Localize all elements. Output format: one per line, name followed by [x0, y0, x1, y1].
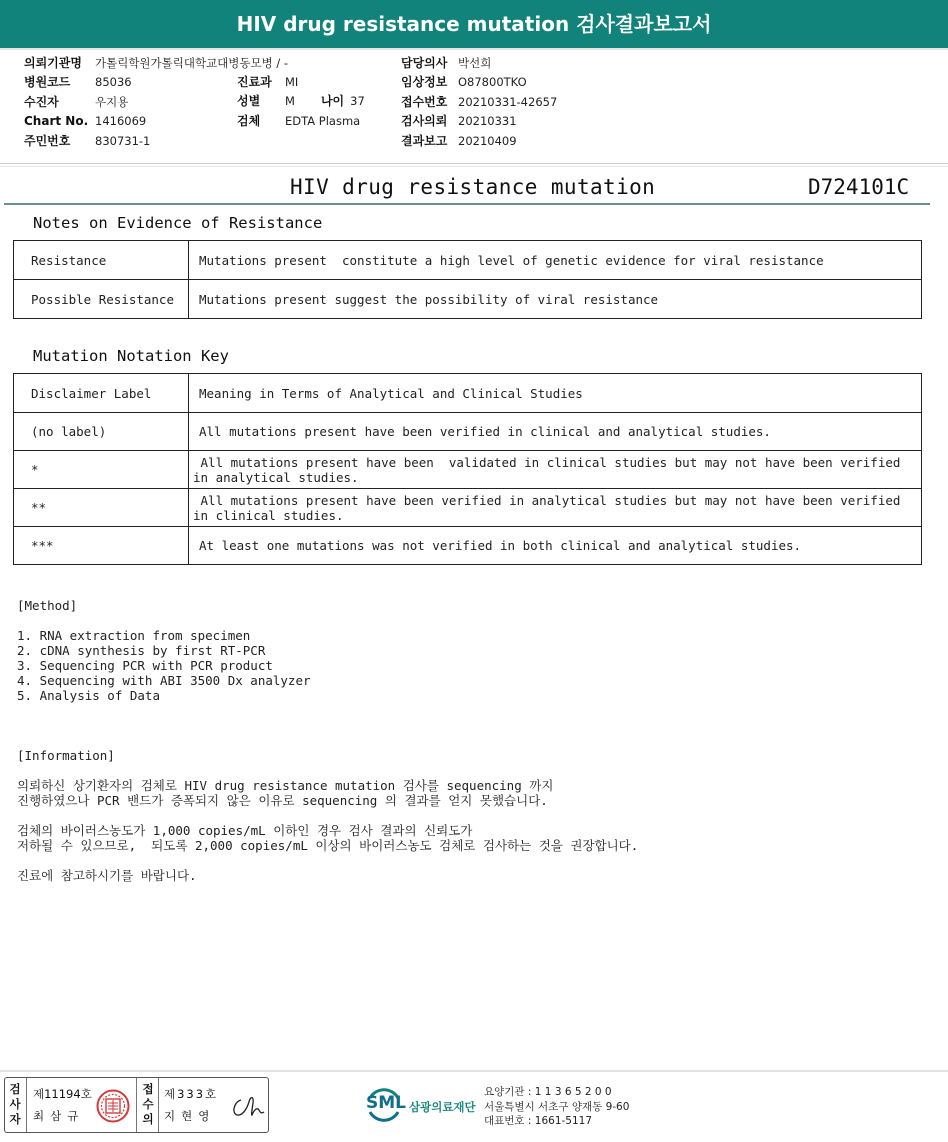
info-value: 830731-1	[95, 133, 151, 148]
info-divider-secondary	[0, 166, 948, 167]
info-label: 검사의뢰	[401, 114, 448, 129]
examiner-license: 제11194호	[33, 1087, 92, 1101]
info-row-accession-no	[401, 93, 557, 112]
info-row-specimen	[237, 112, 365, 131]
table-row	[14, 489, 922, 527]
info-row-sex-age	[237, 92, 365, 111]
sml-logo-text: SML	[366, 1093, 406, 1113]
info-row-clinical-info	[401, 73, 557, 92]
info-value-age: 37	[350, 94, 365, 109]
info-row-physician	[401, 54, 557, 73]
table-cell-value: At least one mutations was not verified in both clinical and analytical studies.	[189, 527, 922, 565]
info-label: Chart No.	[24, 114, 89, 129]
table-row	[14, 451, 922, 489]
information-heading: [Information]	[17, 748, 115, 763]
info-label: 접수번호	[401, 94, 448, 109]
receiver-license: 제333호	[164, 1087, 219, 1101]
info-value: EDTA Plasma	[285, 113, 361, 128]
information-paragraph-2: 검체의 바이러스농도가 1,000 copies/mL 이하인 경우 검사 결과의 신뢰도가 저하될 수 있으므로, 되도록 2,000 copies/mL 이상의 바이러스농도 검체로 검사하는 것을 권장합니다.	[17, 823, 639, 853]
contact-line: 요양기관 : 1 1 3 6 5 2 0 0	[484, 1086, 612, 1098]
patient-info-middle	[237, 73, 365, 131]
table-row	[14, 241, 922, 280]
info-value: 20210409	[458, 133, 517, 148]
report-title: HIV drug resistance mutation	[290, 175, 656, 199]
info-value: 우지용	[95, 94, 129, 109]
table-cell-value: All mutations present have been validated in clinical studies but may not have been verified in analytical studies.	[189, 451, 922, 489]
information-paragraph-1: 의뢰하신 상기환자의 검체로 HIV drug resistance mutation 검사를 sequencing 까지 진행하였으나 PCR 밴드가 증폭되지 않은 이유로 sequencing 의 결과를 얻지 못했습니다.	[17, 778, 554, 808]
table-row	[14, 527, 922, 565]
header-divider	[0, 48, 948, 50]
method-step-4: 4. Sequencing with ABI 3500 Dx analyzer	[17, 673, 311, 688]
table-cell-value: Mutations present suggest the possibility of viral resistance	[189, 280, 922, 319]
footer-divider	[0, 1070, 948, 1072]
table-header-value: Meaning in Terms of Analytical and Clinical Studies	[189, 374, 922, 413]
method-step-2: 2. cDNA synthesis by first RT-PCR	[17, 643, 266, 658]
notation-section-title: Mutation Notation Key	[33, 347, 229, 365]
info-value: 20210331	[458, 114, 517, 129]
info-label: 수진자	[24, 94, 59, 109]
info-label: 담당의사	[401, 56, 448, 70]
info-label-age: 나이	[320, 94, 345, 109]
handwritten-signature-icon	[227, 1088, 267, 1124]
info-value: MI	[285, 75, 299, 89]
examiner-label: 검 사 자	[9, 1082, 21, 1126]
method-step-3: 3. Sequencing PCR with PCR product	[17, 658, 273, 673]
table-cell-value: All mutations present have been verified in analytical studies but may not have been verified in clinical studies.	[189, 489, 922, 527]
method-step-5: 5. Analysis of Data	[17, 688, 160, 703]
signature-divider	[136, 1078, 137, 1132]
info-value: O87800TKO	[458, 75, 527, 90]
info-divider	[0, 163, 948, 164]
notes-table	[13, 240, 922, 319]
table-row	[14, 413, 922, 451]
table-cell-key: ***	[14, 527, 189, 565]
info-value: 가톨릭학원가톨릭대학교대병동모병 / -	[95, 56, 289, 70]
table-cell-key: Resistance	[14, 241, 189, 280]
info-value: 20210331-42657	[458, 94, 558, 109]
receiver-label: 접 수 의	[142, 1082, 154, 1126]
table-cell-key: **	[14, 489, 189, 527]
info-row-request-date	[401, 112, 557, 131]
signature-box	[4, 1077, 269, 1133]
info-value: M	[285, 94, 295, 109]
info-value: 85036	[95, 75, 132, 90]
receiver-name: 지현영	[164, 1109, 216, 1123]
notation-table	[13, 373, 922, 565]
info-label: 결과보고	[401, 133, 448, 148]
table-cell-key: (no label)	[14, 413, 189, 451]
title-divider	[4, 203, 930, 205]
info-value: 박선희	[458, 56, 492, 70]
report-header-title: HIV drug resistance mutation 검사결과보고서	[236, 12, 712, 36]
report-header-bar	[0, 0, 948, 48]
official-seal-icon	[96, 1089, 130, 1123]
examiner-name: 최삼규	[33, 1109, 85, 1123]
info-label: 의뢰기관명	[24, 56, 82, 70]
info-row-report-date	[401, 132, 557, 151]
info-label: 진료과	[237, 75, 272, 89]
signature-divider	[158, 1078, 159, 1132]
table-cell-key: *	[14, 451, 189, 489]
method-step-1: 1. RNA extraction from specimen	[17, 628, 251, 643]
table-header-row	[14, 374, 922, 413]
report-code: D724101C	[808, 175, 910, 199]
contact-line: 대표번호 : 1661-5117	[484, 1115, 593, 1127]
info-row-department	[237, 73, 365, 92]
method-heading: [Method]	[17, 598, 78, 613]
patient-info-right	[401, 54, 557, 151]
information-paragraph-3: 진료에 참고하시기를 바랍니다.	[17, 868, 197, 883]
notes-section-title: Notes on Evidence of Resistance	[33, 214, 323, 232]
table-cell-key: Possible Resistance	[14, 280, 189, 319]
contact-line: 서울특별시 서초구 양재동 9-60	[484, 1100, 630, 1113]
table-cell-value: Mutations present constitute a high level of genetic evidence for viral resistance	[189, 241, 922, 280]
info-label: 병원코드	[24, 75, 71, 90]
info-label: 주민번호	[24, 133, 71, 148]
info-row-resident-no	[24, 132, 288, 151]
foundation-name: 삼광의료재단	[409, 1100, 476, 1114]
table-header-key: Disclaimer Label	[14, 374, 189, 413]
info-label: 검체	[237, 113, 261, 128]
info-row-institution	[24, 54, 288, 73]
info-value: 1416069	[95, 114, 147, 129]
signature-divider	[26, 1078, 27, 1132]
table-cell-value: All mutations present have been verified in clinical and analytical studies.	[189, 413, 922, 451]
info-label: 성별	[237, 94, 261, 109]
table-row	[14, 280, 922, 319]
info-label: 임상정보	[401, 75, 448, 90]
contact-block	[484, 1085, 629, 1129]
